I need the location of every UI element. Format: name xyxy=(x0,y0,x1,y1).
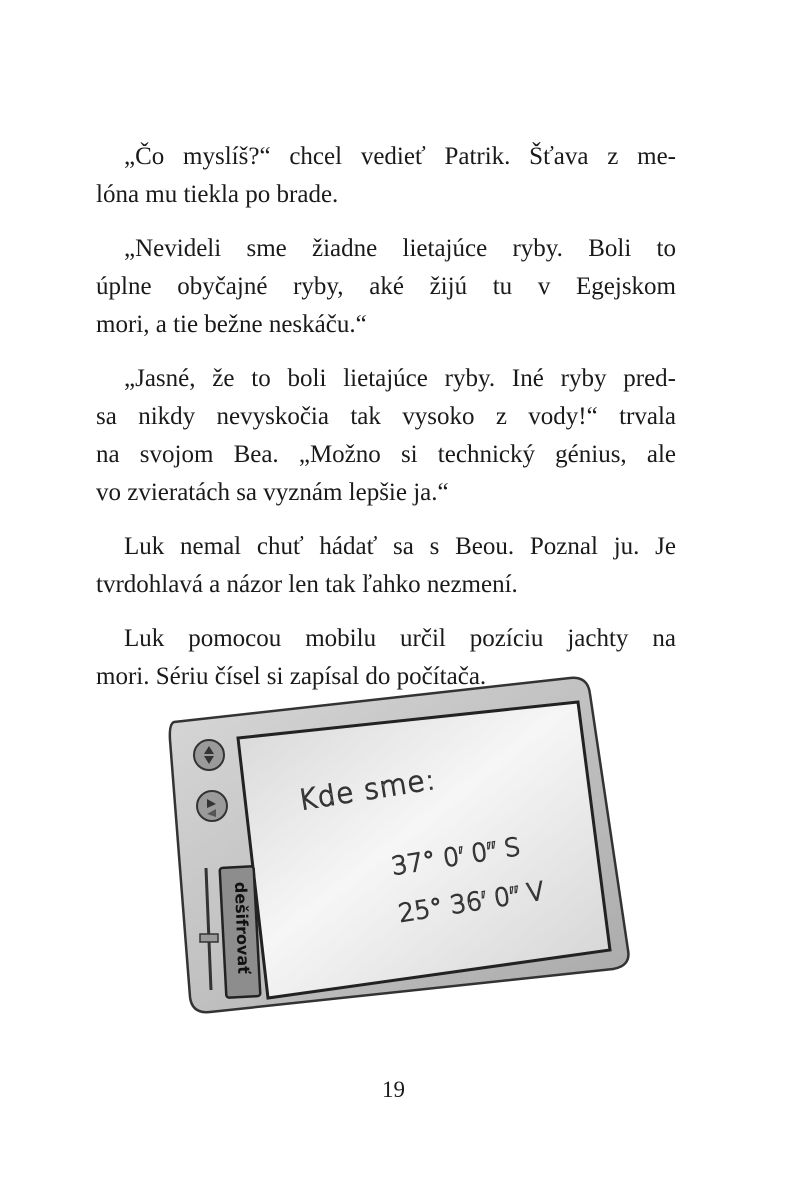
text-line: sa nikdy nevyskočia tak vysoko z vody!“ trvala xyxy=(96,403,676,430)
decode-button[interactable] xyxy=(220,866,261,998)
text-line: „Čo myslíš?“ chcel vedieť Patrik. Šťava z me- xyxy=(124,143,676,170)
slider-handle[interactable] xyxy=(200,934,218,942)
paragraph xyxy=(96,230,676,344)
text-line: „Jasné, že to boli lietajúce ryby. Iné ryby pred- xyxy=(124,365,676,392)
text-line: mori. Sériu čísel si zapísal do počítača. xyxy=(96,663,487,690)
paragraph xyxy=(96,360,676,512)
text-line: vo zvieratách sa vyznám lepšie ja.“ xyxy=(96,479,449,506)
text-line: Luk pomocou mobilu určil pozíciu jachty na xyxy=(124,625,676,652)
page-number: 19 xyxy=(382,1077,405,1102)
text-line: Luk nemal chuť hádať sa s Beou. Poznal ju. Je xyxy=(124,533,676,560)
paragraph xyxy=(96,138,676,214)
text-line: úplne obyčajné ryby, aké žijú tu v Egejskom xyxy=(96,273,676,300)
text-line: „Nevideli sme žiadne lietajúce ryby. Boli to xyxy=(124,235,676,262)
text-line: tvrdohlavá a názor len tak ľahko nezmení. xyxy=(96,571,518,598)
arrow-up-down-button[interactable] xyxy=(194,740,224,770)
body-text xyxy=(96,138,676,712)
arrow-play-button[interactable] xyxy=(197,791,227,821)
paragraph xyxy=(96,528,676,604)
decode-button-label: dešifrovať xyxy=(231,881,254,975)
coordinate-latitude: 37° 0′ 0′′ S xyxy=(389,831,523,881)
coordinate-longitude: 25° 36′ 0′′ V xyxy=(396,876,547,928)
text-line: lóna mu tiekla po brade. xyxy=(96,181,339,208)
text-line: mori, a tie bežne neskáču.“ xyxy=(96,311,367,338)
tablet-illustration xyxy=(150,660,650,1030)
text-line: na svojom Bea. „Možno si technický génius, ale xyxy=(96,441,676,468)
screen-heading: Kde sme: xyxy=(295,762,439,817)
